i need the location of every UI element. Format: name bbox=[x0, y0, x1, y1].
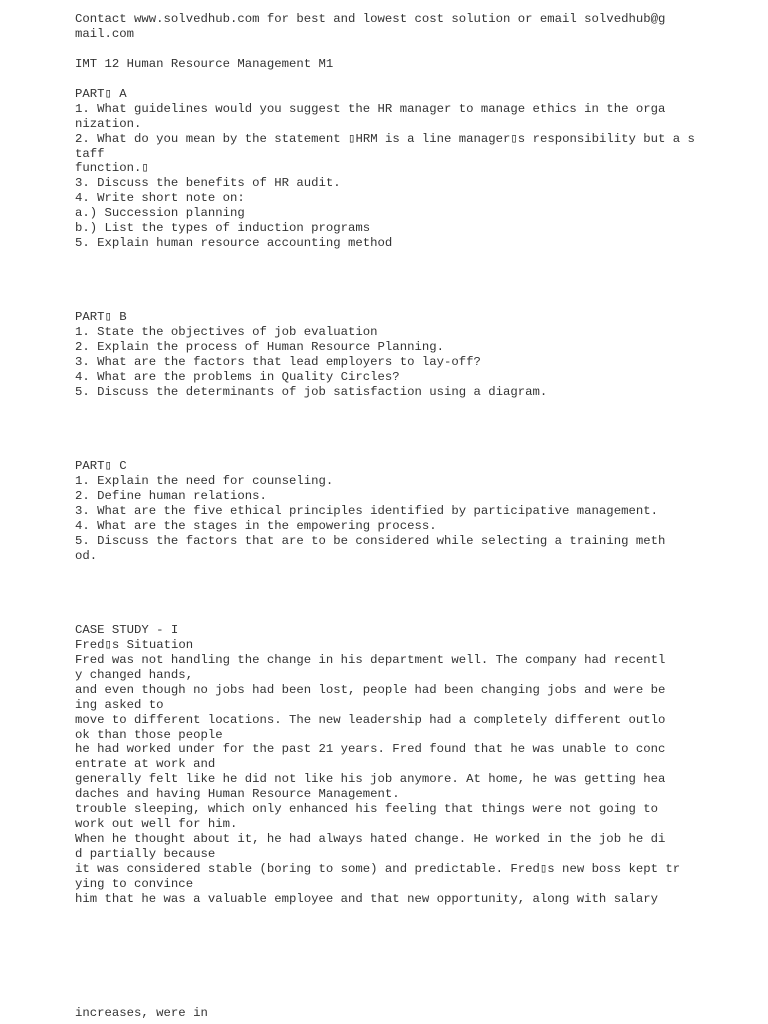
case-study-line: daches and having Human Resource Management. bbox=[75, 787, 400, 801]
case-study-line: work out well for him. bbox=[75, 817, 238, 831]
part-a-line: a.) Succession planning bbox=[75, 206, 245, 220]
page-end-line: increases, were in bbox=[75, 1006, 208, 1020]
document-title: IMT 12 Human Resource Management M1 bbox=[75, 57, 334, 71]
part-a-line: 2. What do you mean by the statement ▯HRM is a line manager▯s responsibility but a s bbox=[75, 132, 695, 146]
case-study-line: move to different locations. The new leadership had a completely different outlo bbox=[75, 713, 666, 727]
case-study-line: generally felt like he did not like his job anymore. At home, he was getting hea bbox=[75, 772, 666, 786]
case-study-line: d partially because bbox=[75, 847, 216, 861]
case-study-subheading: Fred▯s Situation bbox=[75, 638, 194, 652]
part-a-line: 5. Explain human resource accounting method bbox=[75, 236, 393, 250]
part-b-line: 2. Explain the process of Human Resource Planning. bbox=[75, 340, 444, 354]
part-b-line: 4. What are the problems in Quality Circles? bbox=[75, 370, 400, 384]
part-c-line: 1. Explain the need for counseling. bbox=[75, 474, 334, 488]
case-study-line: y changed hands, bbox=[75, 668, 194, 682]
part-a-line: 1. What guidelines would you suggest the HR manager to manage ethics in the orga bbox=[75, 102, 666, 116]
part-c-line: od. bbox=[75, 549, 98, 563]
case-study-line: trouble sleeping, which only enhanced his feeling that things were not going to bbox=[75, 802, 658, 816]
part-a-line: taff bbox=[75, 147, 105, 161]
part-c-heading: PART▯ C bbox=[75, 459, 127, 473]
case-study-heading: CASE STUDY - I bbox=[75, 623, 179, 637]
part-a-line: function.▯ bbox=[75, 161, 149, 175]
part-a-line: 3. Discuss the benefits of HR audit. bbox=[75, 176, 341, 190]
case-study-line: he had worked under for the past 21 years. Fred found that he was unable to conc bbox=[75, 742, 666, 756]
part-b-line: 1. State the objectives of job evaluation bbox=[75, 325, 378, 339]
case-study-line: ying to convince bbox=[75, 877, 194, 891]
header-line: mail.com bbox=[75, 27, 135, 41]
part-c-line: 5. Discuss the factors that are to be considered while selecting a training meth bbox=[75, 534, 666, 548]
part-a-line: nization. bbox=[75, 117, 142, 131]
case-study-line: Fred was not handling the change in his department well. The company had recentl bbox=[75, 653, 666, 667]
case-study-line: him that he was a valuable employee and that new opportunity, along with salary bbox=[75, 892, 658, 906]
part-a-line: 4. Write short note on: bbox=[75, 191, 245, 205]
part-b-line: 5. Discuss the determinants of job satisfaction using a diagram. bbox=[75, 385, 548, 399]
part-a-line: b.) List the types of induction programs bbox=[75, 221, 371, 235]
case-study-line: and even though no jobs had been lost, people had been changing jobs and were be bbox=[75, 683, 666, 697]
header-line: Contact www.solvedhub.com for best and lowest cost solution or email solvedhub@g bbox=[75, 12, 666, 26]
part-c-line: 2. Define human relations. bbox=[75, 489, 267, 503]
part-b-heading: PART▯ B bbox=[75, 310, 127, 324]
part-c-line: 4. What are the stages in the empowering process. bbox=[75, 519, 437, 533]
case-study-line: ok than those people bbox=[75, 728, 223, 742]
part-b-line: 3. What are the factors that lead employers to lay-off? bbox=[75, 355, 481, 369]
case-study-line: ing asked to bbox=[75, 698, 164, 712]
case-study-line: entrate at work and bbox=[75, 757, 216, 771]
case-study-line: When he thought about it, he had always hated change. He worked in the job he di bbox=[75, 832, 666, 846]
part-a-heading: PART▯ A bbox=[75, 87, 127, 101]
case-study-line: it was considered stable (boring to some) and predictable. Fred▯s new boss kept tr bbox=[75, 862, 681, 876]
part-c-line: 3. What are the five ethical principles identified by participative management. bbox=[75, 504, 658, 518]
